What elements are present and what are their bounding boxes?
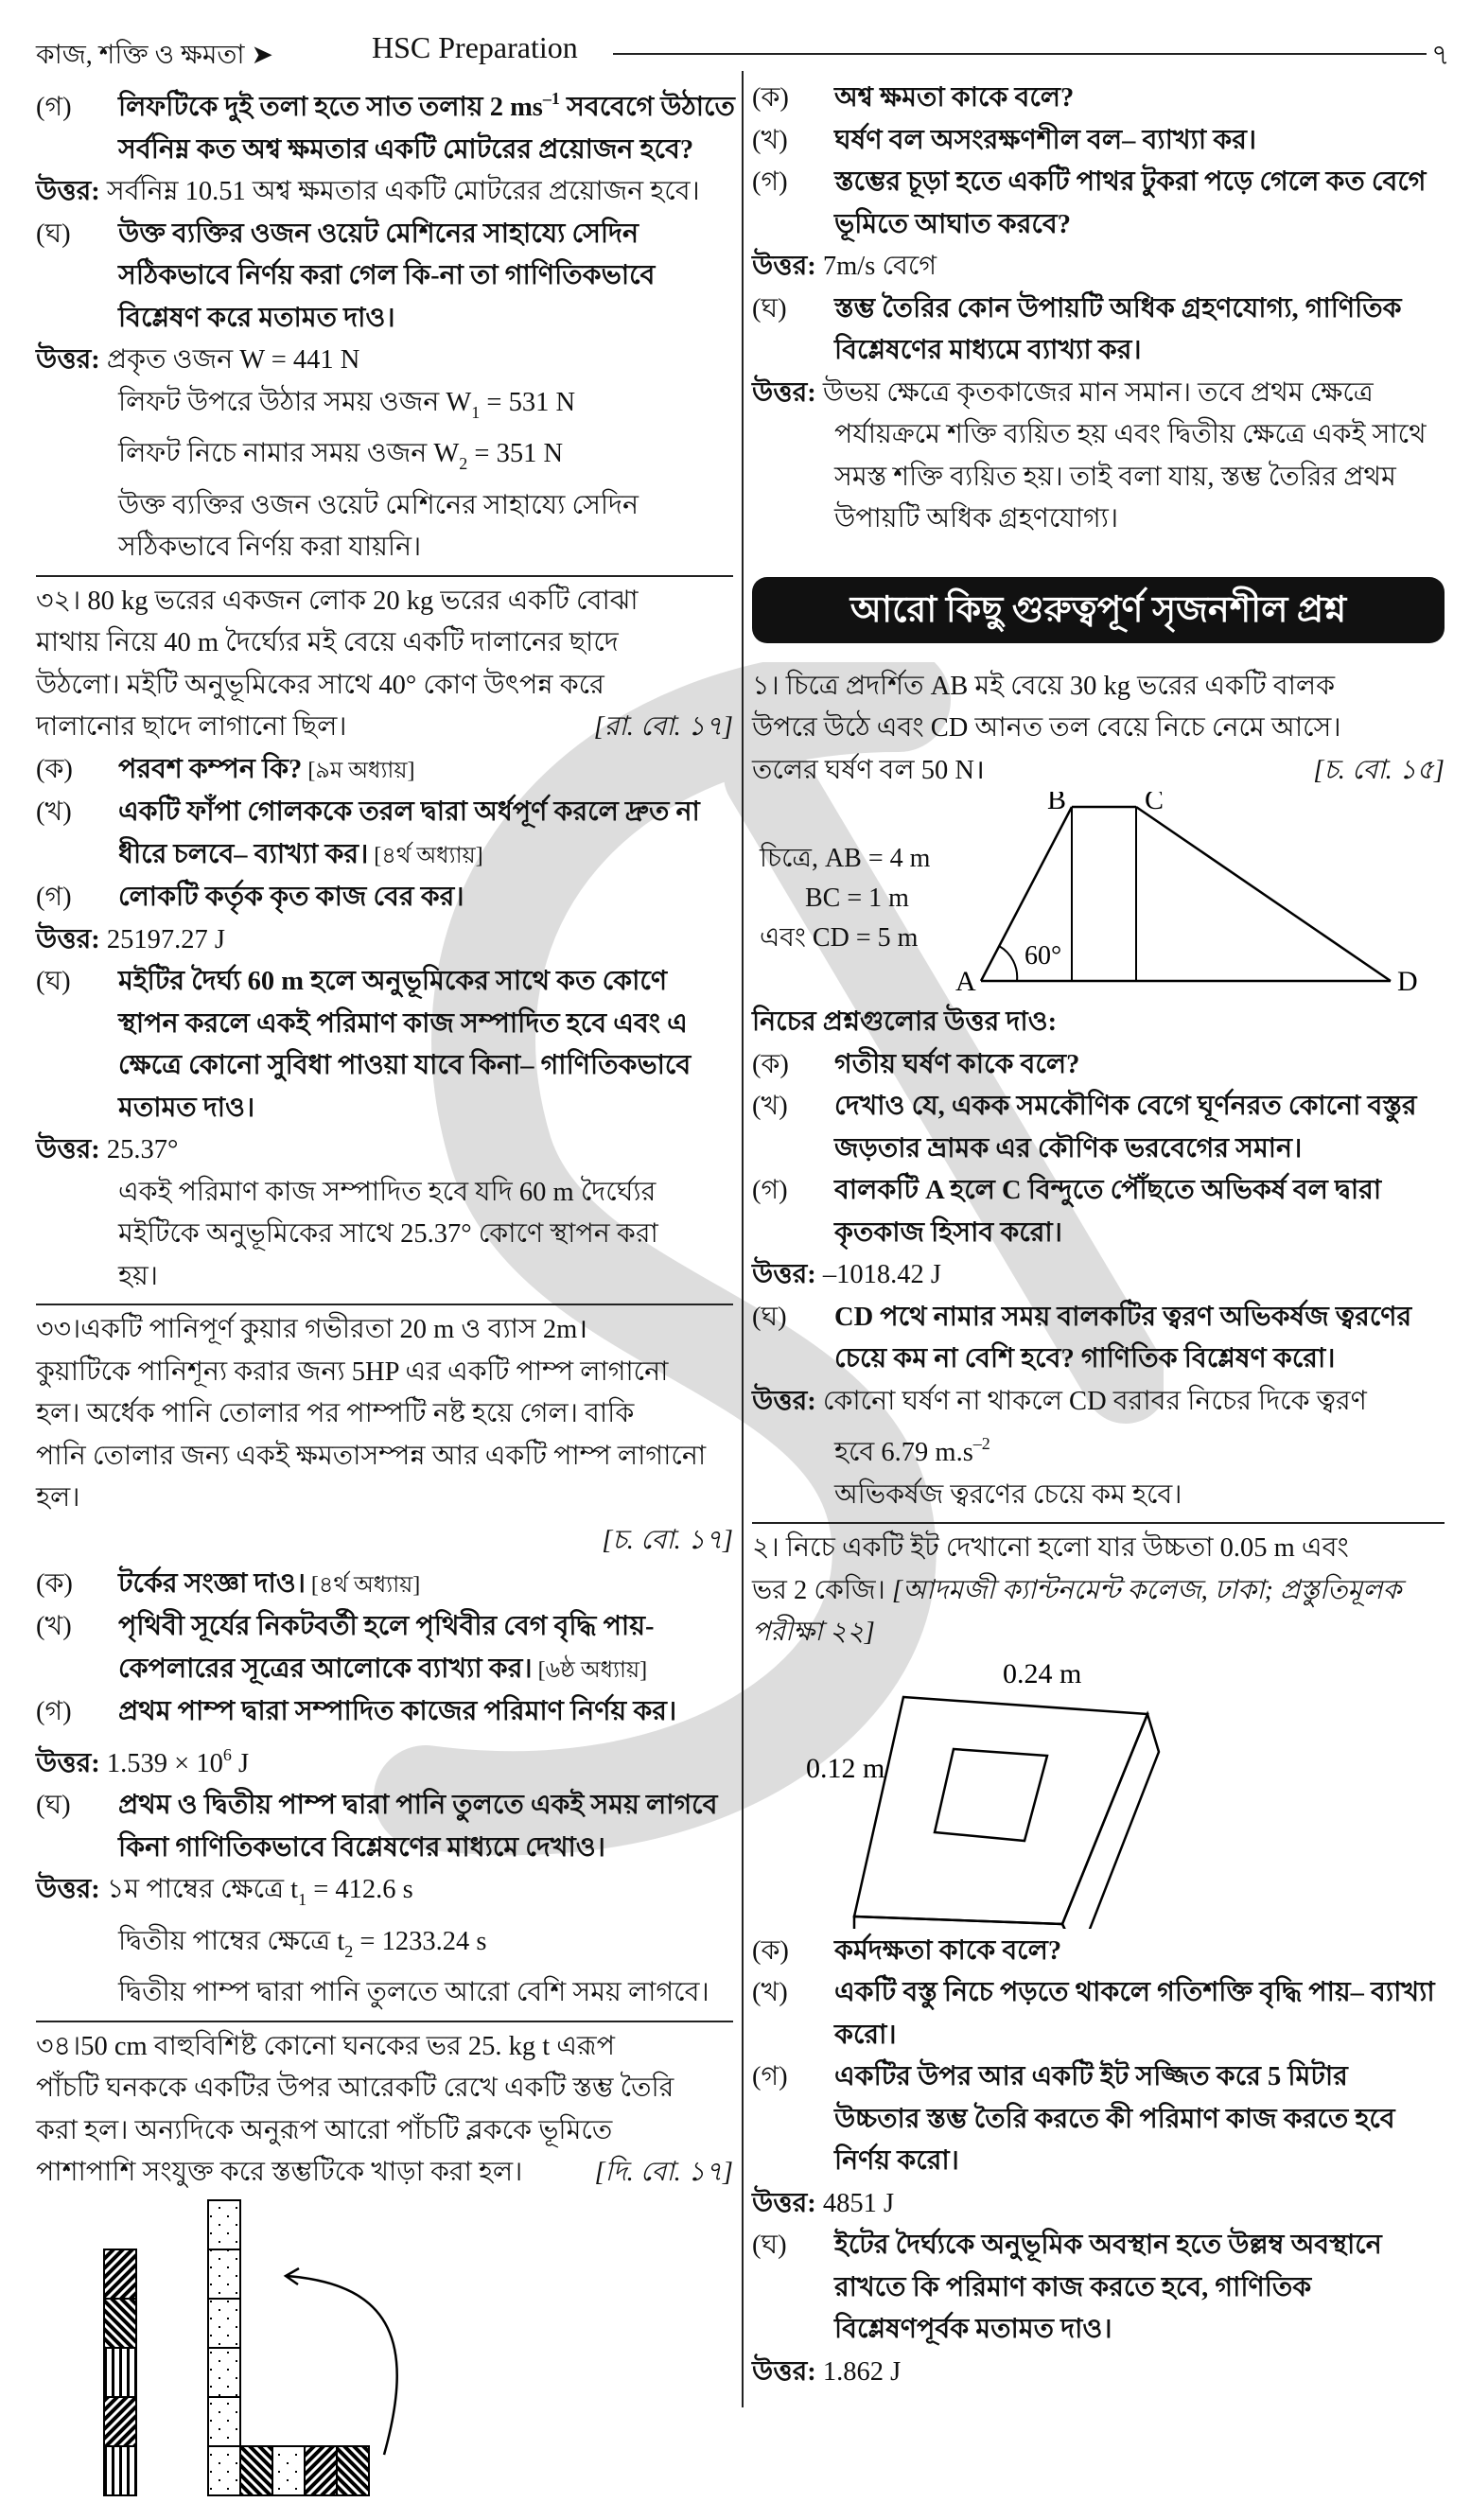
- page-header: [36, 26, 1450, 74]
- angle-label: 60°: [1024, 941, 1062, 971]
- p2-stem-line2: ভর 2 কেজি। [আদমজী ক্যান্টনমেন্ট কলেজ, ঢাকা; প্রস্তুতিমূলক: [752, 1575, 1402, 1605]
- q33-kha: (খ) পৃথিবী সূর্যের নিকটবর্তী হলে পৃথিবীর বেগ বৃদ্ধি পায়-: [36, 1612, 655, 1641]
- q32-stem-line2: মাথায় নিয়ে 40 m দৈর্ঘ্যের মই বেয়ে একটি দালানের ছাদে: [36, 628, 619, 657]
- q33-stem-line4: পানি তোলার জন্য একই ক্ষমতাসম্পন্ন আর একটি পাম্প লাগানো: [36, 1441, 707, 1471]
- brick-figure: [752, 1654, 1445, 1929]
- q34-stem-line4: পাশাপাশি সংযুক্ত করে স্তম্ভটিকে খাড়া করা হল। [দি. বো. ১৭]: [36, 2152, 733, 2195]
- q32-kha: (খ) একটি ফাঁপা গোলককে তরল দ্বারা অর্ধপূর্ণ করলে দ্রুত না: [36, 797, 700, 827]
- q34-stem-line3: করা হল। অন্যদিকে অনুরূপ আরো পাঁচটি ব্লককে ভূমিতে: [36, 2115, 613, 2145]
- q31-gha-answer: উত্তর: প্রকৃত ওজন W = 441 N: [36, 345, 360, 375]
- block: [104, 2299, 136, 2348]
- trapezoid-figure: [752, 792, 1445, 1002]
- q34-gha: (ঘ) স্তম্ভ তৈরির কোন উপায়টি অধিক গ্রহণযোগ্য, গাণিতিক: [752, 293, 1402, 324]
- p2-ga: (গ) একটির উপর আর একটি ইট সজ্জিত করে 5 মিটার: [752, 2062, 1348, 2091]
- p1-ga: (গ) বালকটি A হলে C বিন্দুতে পৌঁছতে অভিকর্ষ বল দ্বারা: [752, 1176, 1382, 1205]
- q34-gha-answer-line3: সমস্ত শক্তি ব্যয়িত হয়। তাই বলা যায়, স্তম্ভ তৈরির প্রথম: [834, 462, 1396, 492]
- p1-kha-line2: জড়তার ভ্রামক এর কৌণিক ভরবেগের সমান।: [834, 1133, 1303, 1164]
- q33-kha-line2: কেপলারের সূত্রের আলোকে ব্যাখ্যা কর। [৬ষ্ঠ অধ্যায়]: [118, 1654, 648, 1684]
- section-divider: [36, 575, 733, 577]
- trapezoid-diagram: [941, 792, 1433, 1002]
- rotation-arrow: [287, 2276, 397, 2455]
- q33-stem-line3: হল। অর্ধেক পানি তোলার পর পাম্পটি নষ্ট হয়ে গেল। বাকি: [36, 1399, 635, 1428]
- p2-ga-line2: উচ্চতার স্তম্ভ তৈরি করতে কী পরিমাণ কাজ করতে হবে: [834, 2104, 1395, 2134]
- q31-continued: [36, 78, 733, 569]
- block: [208, 2348, 240, 2397]
- q32-gha-line4: মতামত দাও।: [118, 1093, 255, 1123]
- blocks-figure: [36, 2195, 733, 2507]
- section-divider: [36, 1304, 733, 1305]
- block: [208, 2249, 240, 2299]
- q31-ga-question-line2: সর্বনিম্ন কত অশ্ব ক্ষমতার একটি মোটরের প্রয়োজন হবে?: [118, 134, 694, 165]
- q34-gha-answer-line2: পর্যায়ক্রমে শক্তি ব্যয়িত হয় এবং দ্বিতীয় ক্ষেত্রে একই সাথে: [834, 420, 1427, 449]
- brick-diagram: [752, 1654, 1445, 1929]
- q32-gha-line2: স্থাপন করলে একই পরিমাণ কাজ সম্পাদিত হবে এবং এ: [118, 1008, 688, 1039]
- question-32: [36, 581, 733, 1299]
- q31-gha-question: (ঘ) উক্ত ব্যক্তির ওজন ওয়েট মেশিনের সাহায্যে সেদিন: [36, 219, 639, 249]
- section-divider: [36, 2021, 733, 2022]
- angle-arc: [999, 946, 1017, 981]
- q31-gha-answer-line4: উক্ত ব্যক্তির ওজন ওয়েট মেশিনের সাহায্যে সেদিন: [118, 490, 639, 520]
- block: [208, 2200, 240, 2249]
- q32-gha-line3: ক্ষেত্রে কোনো সুবিধা পাওয়া যাবে কিনা– গাণিতিকভাবে: [118, 1051, 692, 1080]
- p2-ga-line3: নির্ণয় করো।: [834, 2146, 959, 2176]
- blocks-diagram: [36, 2195, 733, 2507]
- book-title: HSC Preparation: [372, 30, 578, 64]
- q33-source: [চ. বো. ১৭]: [602, 1525, 733, 1555]
- q32-stem-line4: দালানোর ছাদে লাগানো ছিল। [রা. বো. ১৭]: [36, 707, 733, 749]
- p1-kha: (খ) দেখাও যে, একক সমকৌণিক বেগে ঘূর্ণনরত কোনো বস্তুর: [752, 1092, 1417, 1121]
- stacked-column: [104, 2249, 136, 2495]
- brick-frog: [935, 1749, 1047, 1841]
- q33-ga: (গ) প্রথম পাম্প দ্বারা সম্পাদিত কাজের পরিমাণ নির্ণয় কর।: [36, 1697, 677, 1726]
- q33-stem: ৩৩।একটি পানিপূর্ণ কুয়ার গভীরতা 20 m ও ব্যাস 2m।: [36, 1315, 588, 1344]
- p2-kha: (খ) একটি বস্তু নিচে পড়তে থাকলে গতিশক্তি বৃদ্ধি পায়– ব্যাখ্যা: [752, 1978, 1435, 2007]
- q31-ga-answer: উত্তর: সর্বনিম্ন 10.51 অশ্ব ক্ষমতার একটি মোটরের প্রয়োজন হবে।: [36, 177, 700, 206]
- block: [104, 2446, 136, 2495]
- q33-gha-answer-line3: দ্বিতীয় পাম্প দ্বারা পানি তুলতে আরো বেশি সময় লাগবে।: [118, 1978, 709, 2007]
- incline-cd: [1136, 807, 1391, 981]
- q34-stem: ৩৪।50 cm বাহুবিশিষ্ট কোনো ঘনকের ভর 25. kg t এরূপ: [36, 2031, 616, 2061]
- q34-ga-answer: উত্তর: 7m/s বেগে: [752, 252, 937, 281]
- brick-length-label: 0.24 m: [1003, 1657, 1082, 1689]
- block: [104, 2249, 136, 2299]
- page-number: ৭: [1431, 40, 1450, 71]
- q34-gha-answer-line4: উপায়টি অধিক গ্রহণযোগ্য।: [834, 504, 1119, 534]
- q32-ga: (গ) লোকটি কর্তৃক কৃত কাজ বের কর।: [36, 883, 464, 912]
- brick-width-label: 0.12 m: [806, 1752, 885, 1784]
- q33-gha-line2: কিনা গাণিতিকভাবে বিশ্লেষণের মাধ্যমে দেখাও।: [118, 1832, 605, 1863]
- p2-source: [আদমজী ক্যান্টনমেন্ট কলেজ, ঢাকা; প্রস্তুতিমূলক: [884, 1575, 1402, 1605]
- q34-kha: (খ) ঘর্ষণ বল অসংরক্ষণশীল বল– ব্যাখ্যা কর।: [752, 125, 1257, 155]
- q32-kha-line2: ধীরে চলবে– ব্যাখ্যা কর। [৪র্থ অধ্যায়]: [118, 839, 483, 869]
- q34-stem-line2: পাঁচটি ঘনককে একটির উপর আরেকটি রেখে একটি স্তম্ভ তৈরি: [36, 2074, 674, 2103]
- q31-gha-question-line2: সঠিকভাবে নির্ণয় করা গেল কি-না তা গাণিতিকভাবে: [118, 261, 656, 290]
- q34-ga-line2: ভূমিতে আঘাত করবে?: [834, 209, 1071, 239]
- q33-ka: (ক) টর্কের সংজ্ঞা দাও। [৪র্থ অধ্যায়]: [36, 1568, 421, 1599]
- p2-ga-answer: উত্তর: 4851 J: [752, 2188, 895, 2218]
- q34-source: [দি. বো. ১৭]: [594, 2158, 733, 2187]
- section-banner: আরো কিছু গুরুত্বপূর্ণ সৃজনশীল প্রশ্ন: [752, 577, 1445, 643]
- figure-given-values: চিত্রে, AB = 4 m BC = 1 m এবং CD = 5 m: [760, 844, 931, 953]
- p2-ka: (ক) কর্মদক্ষতা কাকে বলে?: [752, 1935, 1062, 1966]
- q34-gha-line2: বিশ্লেষণের মাধ্যমে ব্যাখ্যা কর।: [834, 336, 1142, 365]
- q34-continued: [752, 78, 1445, 541]
- problem-1: [752, 666, 1445, 1517]
- q32-ka: (ক) পরবশ কম্পন কি? [৯ম অধ্যায়]: [36, 754, 415, 784]
- p1-source: [চ. বো. ১৫]: [1313, 755, 1445, 785]
- q32-source: [রা. বো. ১৭]: [593, 712, 733, 742]
- block: [305, 2446, 337, 2495]
- q32-gha-answer-line4: হয়।: [118, 1261, 158, 1291]
- q31-gha-question-line3: বিশ্লেষণ করে মতামত দাও।: [118, 303, 395, 333]
- q32-ga-answer: উত্তর: 25197.27 J: [36, 924, 225, 954]
- p2-gha-line2: রাখতে কি পরিমাণ কাজ করতে হবে, গাণিতিক: [834, 2272, 1312, 2302]
- p2-gha: (ঘ) ইটের দৈর্ঘ্যকে অনুভূমিক অবস্থান হতে উল্লম্ব অবস্থানে: [752, 2231, 1382, 2260]
- q32-gha-answer: উত্তর: 25.37°: [36, 1135, 179, 1164]
- q31-ga-question: (গ) লিফটিকে দুই তলা হতে সাত তলায় 2 $ms^{-1}$ সববেগে উঠাতে: [36, 89, 735, 122]
- brick-top-face: [854, 1697, 1147, 1924]
- left-column: [36, 68, 733, 2507]
- p1-stem-line3: তলের ঘর্ষণ বল 50 N। [চ. বো. ১৫]: [752, 750, 1445, 793]
- brick-front-face: [854, 1916, 1078, 1929]
- p1-ga-line2: কৃতকাজ হিসাব করো।: [834, 1217, 1062, 1248]
- q32-gha: (ঘ) মইটির দৈর্ঘ্য 60 m হলে অনুভূমিকের সাথে কত কোণে: [36, 967, 668, 996]
- block: [208, 2299, 240, 2348]
- block: [208, 2446, 240, 2495]
- p2-source-line2: পরীক্ষা ২২]: [752, 1618, 875, 1647]
- p1-gha-answer: উত্তর: কোনো ঘর্ষণ না থাকলে CD বরাবর নিচের দিকে ত্বরণ: [752, 1386, 1367, 1416]
- q31-gha-answer-line5: সঠিকভাবে নির্ণয় করা যায়নি।: [118, 533, 422, 562]
- q33-gha: (ঘ) প্রথম ও দ্বিতীয় পাম্প দ্বারা পানি তুলতে একই সময় লাগবে: [36, 1791, 718, 1820]
- q34-ka: (ক) অশ্ব ক্ষমতা কাকে বলে?: [752, 83, 1075, 113]
- q32-gha-answer-line3: মইটিকে অনুভূমিকের সাথে 25.37° কোণে স্থাপন করা: [118, 1219, 658, 1249]
- label-b: B: [1047, 792, 1067, 815]
- label-d: D: [1397, 966, 1418, 997]
- right-column: [752, 68, 1445, 2393]
- chapter-title: কাজ, শক্তি ও ক্ষমতা ➤: [36, 41, 273, 70]
- l-shaped-arrangement: [208, 2200, 369, 2495]
- q33-ga-answer: উত্তর: $1.539 \times 10^6$ J: [36, 1744, 250, 1778]
- p1-gha-line2: চেয়ে কম না বেশি হবে? গাণিতিক বিশ্লেষণ করো।: [834, 1344, 1336, 1374]
- block: [104, 2348, 136, 2397]
- p1-instruction: নিচের প্রশ্নগুলোর উত্তর দাও:: [752, 1007, 1058, 1037]
- q34-gha-answer: উত্তর: উভয় ক্ষেত্রে কৃতকাজের মান সমান। তবে প্রথম ক্ষেত্রে: [752, 377, 1374, 408]
- brick-side-face: [1062, 1714, 1159, 1929]
- block: [272, 2446, 305, 2495]
- q33-stem-line5: হল।: [36, 1483, 80, 1513]
- column-divider: [742, 71, 744, 2407]
- p2-kha-line2: করো।: [834, 2020, 897, 2050]
- q33-source-line: [36, 1520, 733, 1564]
- question-34: [36, 2026, 733, 2507]
- p1-ga-answer: উত্তর: –1018.42 J: [752, 1260, 941, 1289]
- p2-gha-answer: উত্তর: 1.862 J: [752, 2356, 902, 2387]
- p1-gha-answer-line3: অভিকর্ষজ ত্বরণের চেয়ে কম হবে।: [834, 1479, 1182, 1510]
- question-33: [36, 1309, 733, 2015]
- header-rule: [613, 53, 1427, 55]
- q33-gha-answer-line2: দ্বিতীয় পাম্বের ক্ষেত্রে $t_2 = 1233.24$ s: [118, 1926, 487, 1961]
- q34-ga: (গ) স্তম্ভের চূড়া হতে একটি পাথর টুকরা পড়ে গেলে কত বেগে: [752, 167, 1427, 197]
- p1-stem: ১। চিত্রে প্রদর্শিত AB মই বেয়ে 30 kg ভরের একটি বালক: [752, 671, 1336, 701]
- p1-ka: (ক) গতীয় ঘর্ষণ কাকে বলে?: [752, 1049, 1080, 1079]
- p2-gha-line3: বিশ্লেষণপূর্বক মতামত দাও।: [834, 2315, 1112, 2344]
- block: [240, 2446, 272, 2495]
- problem-2: [752, 1528, 1445, 2393]
- section-divider: [752, 1522, 1445, 1524]
- q32-stem: ৩২। 80 kg ভরের একজন লোক 20 kg ভরের একটি বোঝা: [36, 586, 639, 616]
- q32-gha-answer-line2: একই পরিমাণ কাজ সম্পাদিত হবে যদি 60 m দৈর্ঘ্যের: [118, 1177, 657, 1207]
- p1-gha: (ঘ) CD পথে নামার সময় বালকটির ত্বরণ অভিকর্ষজ ত্বরণের: [752, 1302, 1412, 1332]
- q33-gha-answer: উত্তর: ১ম পাম্বের ক্ষেত্রে $t_1 = 412.6$ s: [36, 1875, 413, 1909]
- block: [337, 2446, 369, 2495]
- q33-stem-line2: কুয়াটিকে পানিশূন্য করার জন্য 5HP এর একটি পাম্প লাগানো: [36, 1356, 669, 1387]
- q31-gha-answer-line3: লিফট নিচে নামার সময় ওজন $W_2 = 351$ N: [118, 439, 564, 473]
- p2-stem: ২। নিচে একটি ইট দেখানো হলো যার উচ্চতা 0.05 m এবং: [752, 1533, 1349, 1563]
- p1-stem-line2: উপরে উঠে এবং CD আনত তল বেয়ে নিচে নেমে আসে।: [752, 713, 1341, 743]
- p1-gha-answer-line2: হবে 6.79 $m.s^{-2}$: [834, 1434, 990, 1467]
- q31-gha-answer-line2: লিফট উপরে উঠার সময় ওজন $W_1 = 531$ N: [118, 387, 576, 422]
- label-a: A: [955, 966, 976, 997]
- label-c: C: [1145, 792, 1165, 815]
- q32-stem-line3: উঠলো। মইটি অনুভূমিকের সাথে 40° কোণ উৎপন্ন করে: [36, 670, 604, 700]
